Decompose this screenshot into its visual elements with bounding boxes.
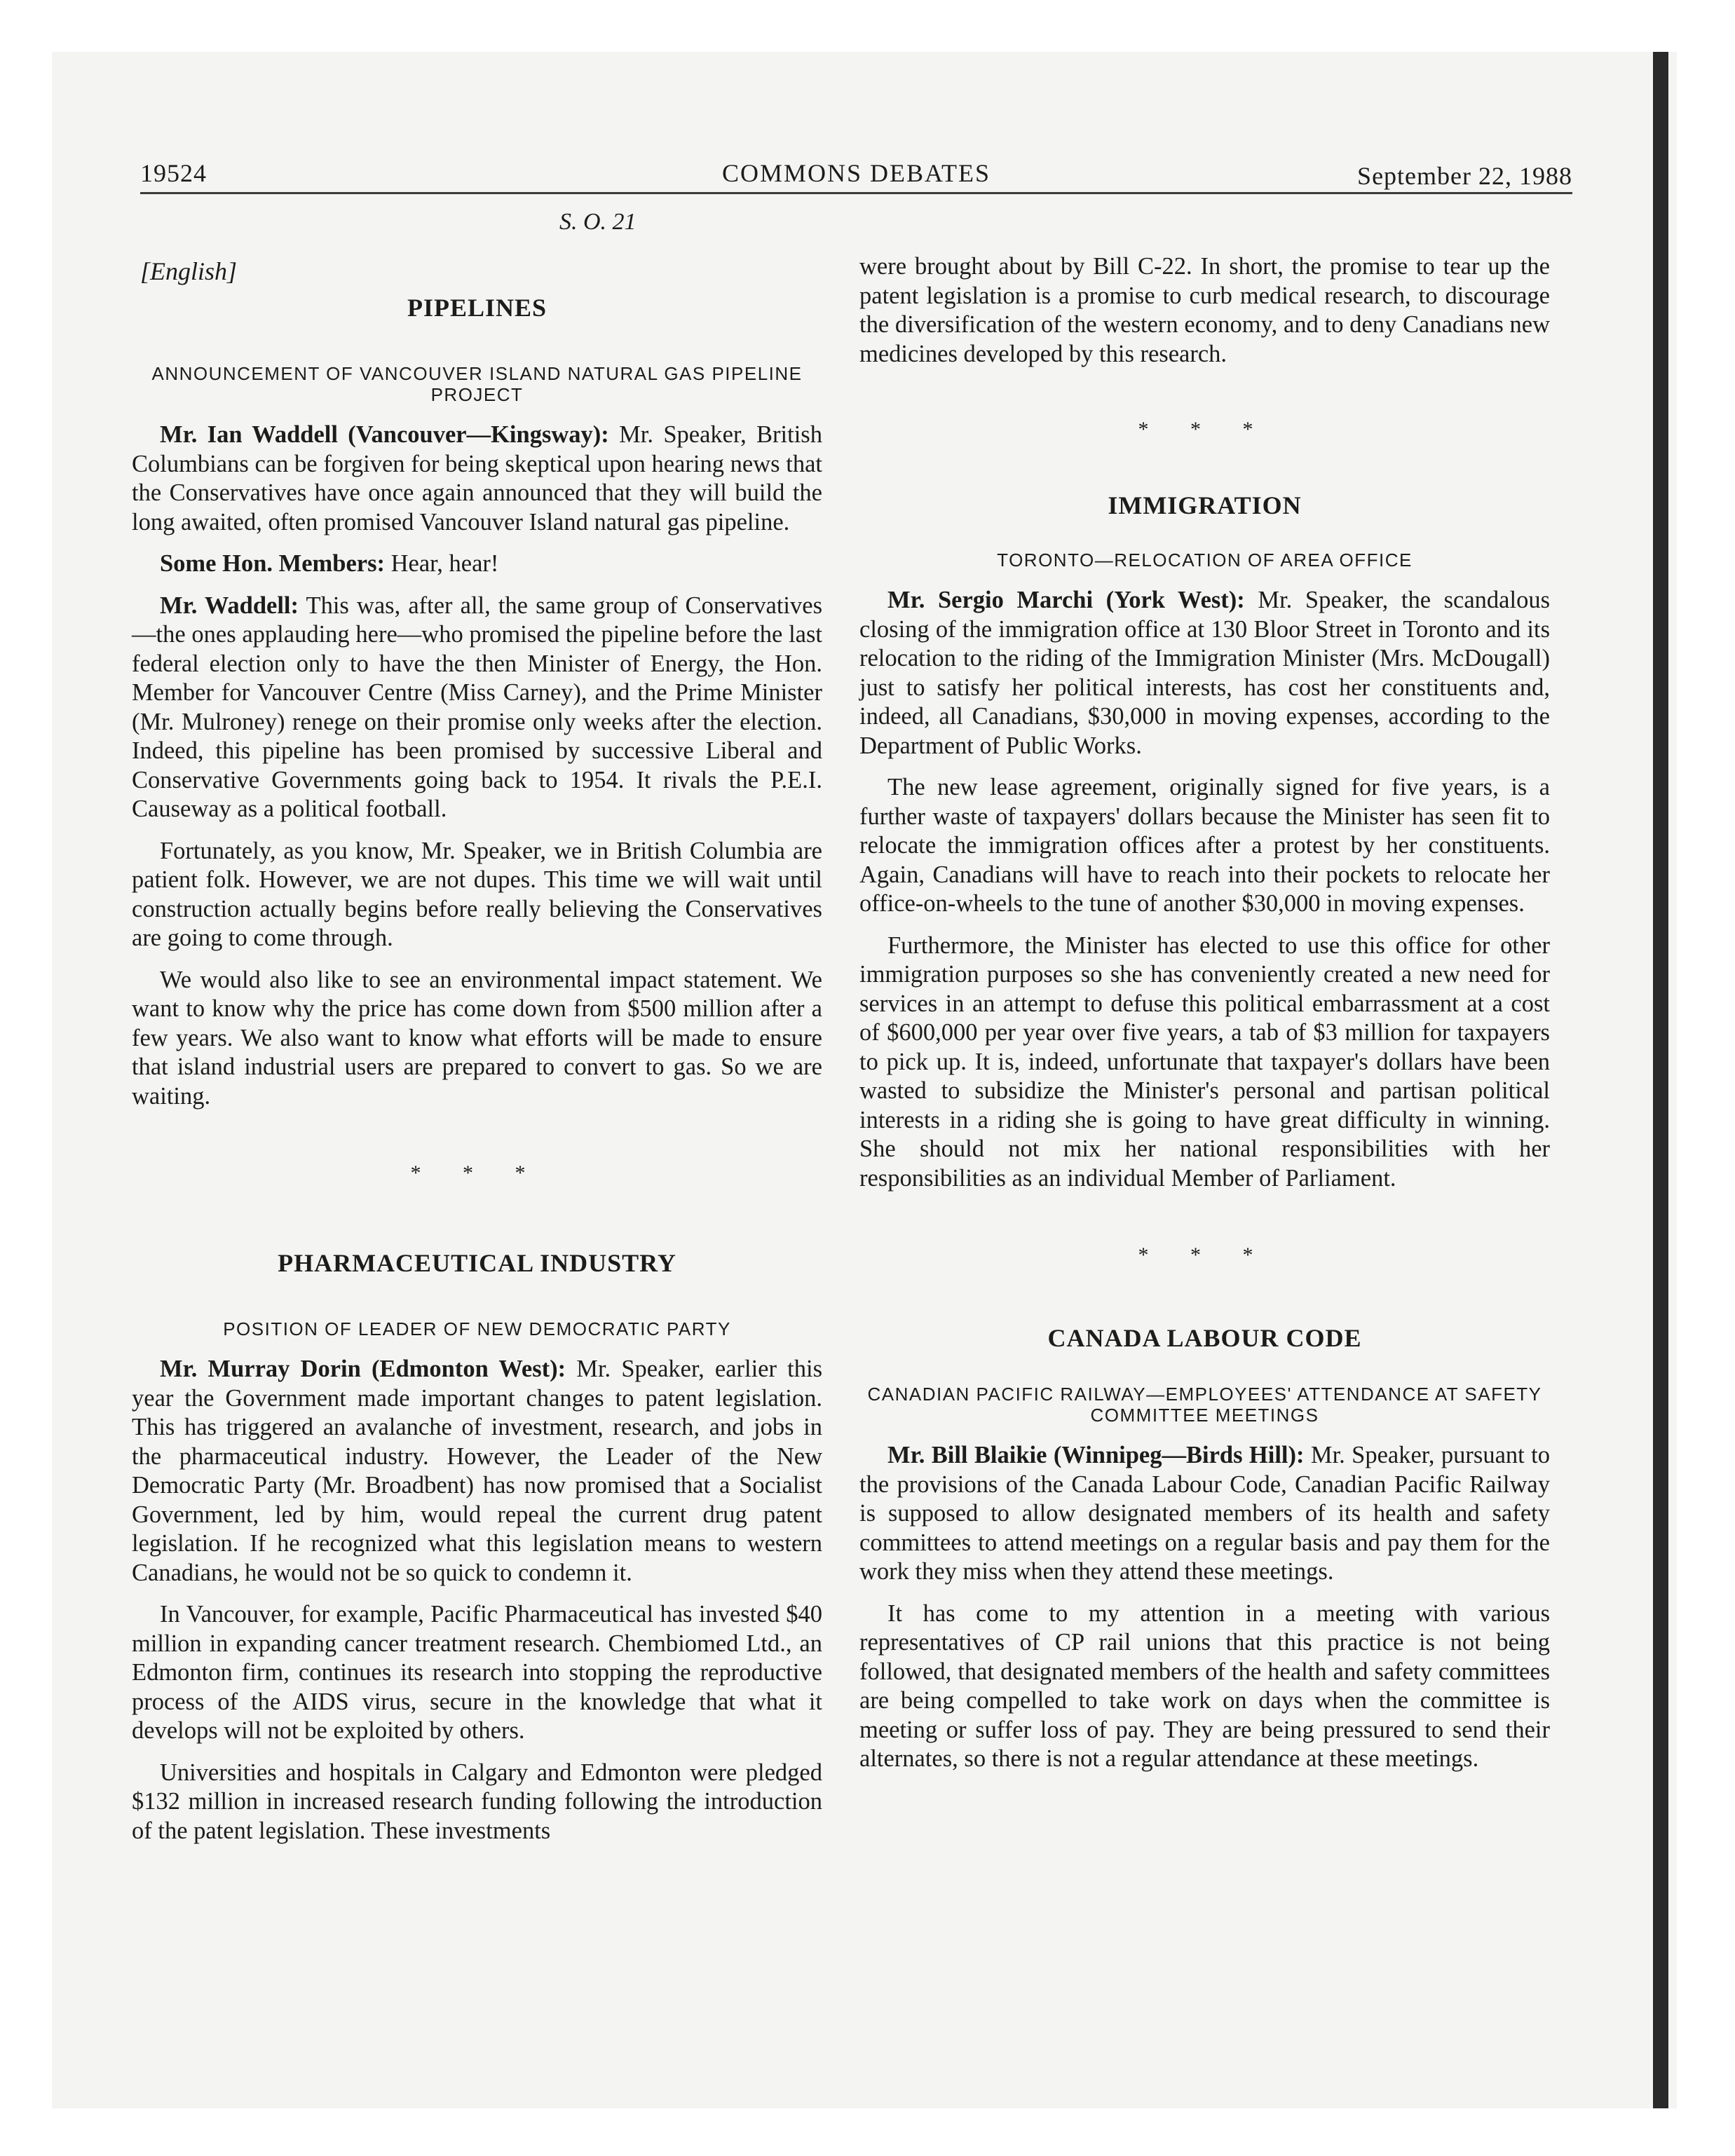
speech-text: Mr. Speaker, the scandalous closing of the immigration office at 130 Bloor Street in Toronto and its relocation to the riding of the Immigration Minister (Mrs. McDougall) just to satisfy her political interests, has cost her constituents and, indeed, all Canadians, $30,000 in moving expenses, according to the Department of Public Works.: [859, 587, 1550, 759]
paragraph: [132, 592, 822, 824]
publication-date: September 22, 1988: [1357, 162, 1572, 190]
standing-order-label: S. O. 21: [559, 209, 637, 235]
section-separator: * * *: [1138, 1243, 1272, 1267]
speaker-name: Mr. Ian Waddell (Vancouver—Kingsway):: [160, 421, 609, 448]
paragraph-continuation: were brought about by Bill C-22. In short, the promise to tear up the patent legislation is a promise to curb medical research, to discourage the diversification of the western economy, and to deny Canadians new medicines developed by this research.: [859, 253, 1550, 367]
paragraph: We would also like to see an environmental impact statement. We want to know why the price has come down from $500 million after a few years. We also want to know what efforts will be made to ensure that island industrial users are prepared to convert to gas. So we are waiting.: [132, 966, 822, 1110]
speaker-name: Mr. Murray Dorin (Edmonton West):: [160, 1356, 566, 1382]
speech-text: Mr. Speaker, earlier this year the Government made important changes to patent legislation. This has triggered an avalanche of investment, research, and jobs in the pharmaceutical industry. However, the Leader of the New Democratic Party (Mr. Broadbent) has now promised that a Socialist Government, led by him, would repeal the current drug patent legislation. If he recognized what this legislation means to western Canadians, he would not be so quick to condemn it.: [132, 1356, 822, 1586]
paragraph: Furthermore, the Minister has elected to use this office for other immigration purposes so she has conveniently created a new need for services in an attempt to defuse this political embarrassment at a cost of $600,000 per year over five years, a tab of $3 million for taxpayers to pick up. It is, indeed, unfortunate that taxpayer's dollars have been wasted to subsidize the Minister's personal and partisan political interests in a riding she is going to have great difficulty in winning. She should not mix her national responsibilities with her responsibilities as an individual Member of Parliament.: [859, 932, 1550, 1192]
section-title-labour-code: CANADA LABOUR CODE: [1047, 1324, 1362, 1352]
section-title-pipelines: PIPELINES: [407, 294, 547, 322]
language-label: [English]: [140, 257, 238, 285]
section-title-pharmaceutical: PHARMACEUTICAL INDUSTRY: [278, 1249, 676, 1277]
paragraph: [859, 1441, 1550, 1587]
speech-text: This was, after all, the same group of Conservatives—the ones applauding here—who promised the pipeline before the last federal election only to have the then Minister of Energy, the Hon. Member for Vancouver Centre (Miss Carney), and the Prime Minister (Mr. Mulroney) renege on their promise only weeks after the election. Indeed, this pipeline has been promised by successive Liberal and Conservative Governments going back to 1954. It rivals the P.E.I. Causeway as a political football.: [132, 592, 822, 822]
section-subtitle-pharmaceutical: POSITION OF LEADER OF NEW DEMOCRATIC PARTY: [223, 1318, 731, 1339]
section-subtitle-labour-code: CANADIAN PACIFIC RAILWAY—EMPLOYEES' ATTENDANCE AT SAFETY COMMITTEE MEETINGS: [867, 1384, 1542, 1426]
running-header: [140, 156, 1572, 194]
speech-text: Mr. Speaker, pursuant to the provisions of the Canada Labour Code, Canadian Pacific Railway is supposed to allow designated members of its health and safety committees to attend meetings on a regular basis and pay them for the work they miss when they attend these meetings.: [859, 1442, 1550, 1585]
speaker-name: Mr. Sergio Marchi (York West):: [887, 587, 1245, 613]
section-subtitle-immigration: TORONTO—RELOCATION OF AREA OFFICE: [997, 550, 1413, 571]
paragraph: [132, 550, 822, 579]
speech-text: Hear, hear!: [384, 550, 499, 577]
paragraph: Fortunately, as you know, Mr. Speaker, we in British Columbia are patient folk. However, we are not dupes. This time we will wait until construction actually begins before really believing the Conservatives are going to come through.: [132, 837, 822, 951]
paragraph: [859, 586, 1550, 760]
paragraph: In Vancouver, for example, Pacific Pharmaceutical has invested $40 million in expanding cancer treatment research. Chembiomed Ltd., an Edmonton firm, continues its research into stopping the reproductive process of the AIDS virus, secure in the knowledge that what it develops will not be exploited by others.: [132, 1601, 822, 1744]
speaker-name: Some Hon. Members:: [160, 550, 385, 577]
right-column: [859, 252, 1550, 1787]
paragraph: The new lease agreement, originally signed for five years, is a further waste of taxpayers' dollars because the Minister has seen fit to relocate the immigration offices after a protest by her constituents. Again, Canadians will have to reach into their pockets to relocate her office-on-wheels to the tune of another $30,000 in moving expenses.: [859, 774, 1550, 917]
page-number: 19524: [140, 159, 207, 187]
section-title-immigration: IMMIGRATION: [1108, 491, 1302, 519]
paragraph: [132, 421, 822, 537]
section-subtitle-pipelines: ANNOUNCEMENT OF VANCOUVER ISLAND NATURAL GAS PIPELINE PROJECT: [151, 363, 803, 405]
speaker-name: Mr. Waddell:: [160, 592, 299, 619]
binding-edge: [1653, 52, 1668, 2108]
paragraph: Universities and hospitals in Calgary and Edmonton were pledged $132 million in increased research funding following the introduction of the patent legislation. These investments: [132, 1759, 822, 1844]
speaker-name: Mr. Bill Blaikie (Winnipeg—Birds Hill):: [887, 1442, 1305, 1468]
section-separator: * * *: [1138, 418, 1272, 441]
section-separator: * * *: [410, 1161, 544, 1185]
paragraph: It has come to my attention in a meeting with various representatives of CP rail unions that this practice is not being followed, that designated members of the health and safety committees are being compelled to take work on days when the committee is meeting or suffer loss of pay. They are being pressured to send their alternates, so there is not a regular attendance at these meetings.: [859, 1599, 1550, 1772]
publication-title: COMMONS DEBATES: [721, 159, 991, 187]
speech-text: Mr. Speaker, British Columbians can be forgiven for being skeptical upon hearing news that the Conservatives have once again announced that they will build the long awaited, often promised Vancouver Island natural gas pipeline.: [132, 421, 822, 535]
paragraph: [132, 1355, 822, 1588]
left-column: [132, 203, 822, 1858]
